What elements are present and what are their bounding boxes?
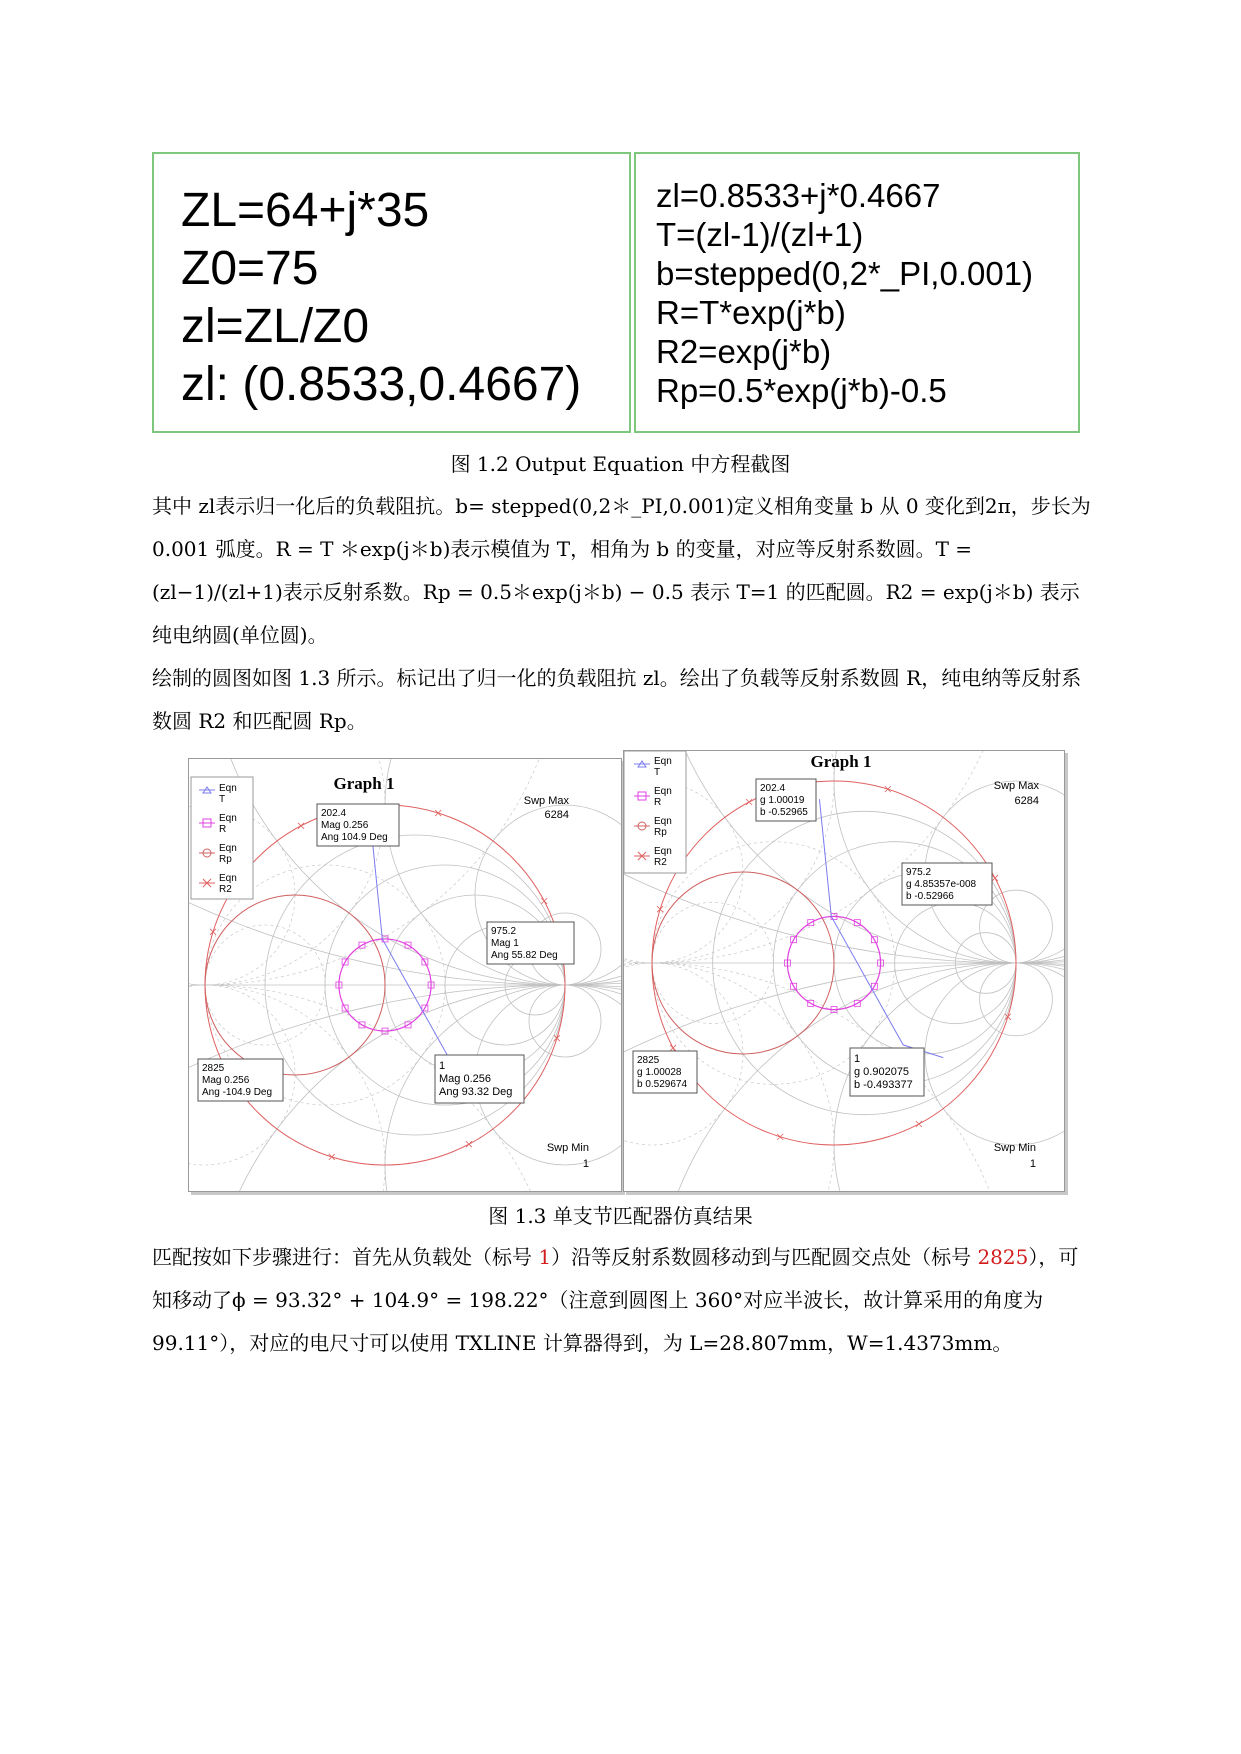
equation-box-left [152, 152, 631, 433]
marker-text: Ang -104.9 Deg [202, 1087, 273, 1098]
swp-max-value: 6284 [1014, 795, 1039, 807]
text-span: ），可知移动了ϕ = 93.32° + 104.9° = 198.22°（注意到圆图上 360°对应半波长，故计算采用的角度为 99.11°），对应的电尺寸可以使用 TXLINE 计算器得到，为 L=28.807mm，W=1.4373mm。 [152, 1245, 1079, 1355]
marker-text: Mag 1 [491, 938, 519, 949]
marker-text: b -0.493377 [854, 1079, 913, 1091]
figure-caption-1-2: 图 1.2 Output Equation 中方程截图 [450, 452, 791, 476]
legend [624, 751, 686, 873]
marker-box [487, 922, 574, 964]
marker-box [317, 804, 399, 846]
R2-marker [298, 823, 304, 829]
smith-chart-left-svg [189, 759, 621, 1191]
marker-text: 975.2 [906, 867, 932, 878]
paragraph-explanation: 其中 zl表示归一化后的负载阻抗。b= stepped(0,2＊_PI,0.001)定义相角变量 b 从 0 变化到2π，步长为 0.001 弧度。R = T ＊exp(j＊b)表示模值为 T，相角为 b 的变量，对应等反射系数圆。T = (zl−1)/(zl+1)表示反射系数。Rp = 0.5＊exp(j＊b) − 0.5 表示 T=1 的匹配圆。R2 = exp(j＊b) 表示纯电纳圆(单位圆)。 [152, 494, 1091, 647]
marker-reference-1: 1 [538, 1245, 552, 1269]
marker-text: Mag 0.256 [321, 820, 369, 831]
T-trace [371, 823, 493, 1079]
smith-grid [189, 759, 621, 1191]
legend-label: Eqn [219, 813, 237, 824]
graph-title: Graph 1 [810, 752, 872, 771]
R2-marker [916, 1121, 922, 1127]
legend-series: R [654, 797, 662, 808]
equation-line: Rp=0.5*exp(j*b)-0.5 [656, 372, 947, 409]
marker-text: Mag 0.256 [439, 1073, 491, 1085]
legend-series: T [654, 767, 661, 778]
equation-line: zl=ZL/Z0 [181, 300, 370, 353]
smith-grid [624, 751, 1064, 1191]
legend-series: Rp [654, 827, 667, 838]
marker-text: 1 [439, 1060, 446, 1072]
graph-title: Graph 1 [333, 774, 395, 793]
marker-text: g 1.00028 [637, 1067, 682, 1078]
smith-chart-left [188, 758, 622, 1192]
R2-marker [746, 799, 752, 805]
marker-text: Mag 0.256 [202, 1075, 250, 1086]
marker-reference-2825: 2825 [977, 1245, 1029, 1269]
marker-box [198, 1059, 283, 1101]
legend-label: Eqn [654, 756, 672, 767]
marker-text: Ang 93.32 Deg [439, 1086, 513, 1098]
x-arc [925, 963, 1064, 1145]
R2-marker [466, 1141, 472, 1147]
legend-label: Eqn [219, 783, 237, 794]
R2-marker [885, 786, 891, 792]
marker-text: Ang 104.9 Deg [321, 832, 388, 843]
swp-min-label: Swp Min [993, 1142, 1036, 1154]
marker-text: g 0.902075 [854, 1066, 910, 1078]
marker-text: b -0.52966 [906, 891, 954, 902]
marker-box [633, 1051, 697, 1093]
equation-line: b=stepped(0,2*_PI,0.001) [656, 255, 1034, 292]
legend-label: Eqn [219, 843, 237, 854]
marker-text: g 1.00019 [760, 795, 805, 806]
marker-text: Ang 55.82 Deg [491, 950, 558, 961]
swp-max-label: Swp Max [993, 780, 1039, 792]
swp-min-value: 1 [582, 1158, 589, 1170]
T-trace [819, 799, 943, 1057]
swp-max-value: 6284 [544, 809, 569, 821]
legend-series: Rp [219, 854, 232, 865]
R2-marker [992, 875, 998, 881]
paragraph-drawing: 绘制的圆图如图 1.3 所示。标记出了归一化的负载阻抗 zl。绘出了负载等反射系数圆 R，纯电纳等反射系数圆 R2 和匹配圆 Rp。 [152, 666, 1082, 733]
marker-text: g 4.85357e-008 [906, 879, 977, 890]
marker-box [902, 863, 992, 905]
equation-line: R=T*exp(j*b) [656, 294, 846, 331]
marker-text: 2825 [637, 1055, 660, 1066]
equation-line: Z0=75 [181, 242, 319, 295]
marker-text: 2825 [202, 1063, 225, 1074]
marker-text: b 0.529674 [637, 1079, 688, 1090]
marker-box [850, 1048, 924, 1096]
equation-line: T=(zl-1)/(zl+1) [656, 216, 864, 253]
marker-text: 202.4 [321, 808, 347, 819]
text-span: ）沿等反射系数圆移动到与匹配圆交点处（标号 [551, 1245, 978, 1269]
legend-series: R2 [219, 884, 232, 895]
marker-box [435, 1055, 524, 1103]
swp-min-value: 1 [1029, 1158, 1036, 1170]
equation-box-right [634, 152, 1080, 433]
legend-label: Eqn [654, 786, 672, 797]
equation-line: R2=exp(j*b) [656, 333, 832, 370]
legend-label: Eqn [219, 873, 237, 884]
R2-marker [657, 906, 663, 912]
equation-line: zl=0.8533+j*0.4667 [656, 177, 941, 214]
figure-caption-1-3: 图 1.3 单支节匹配器仿真结果 [488, 1204, 753, 1228]
R2-marker [541, 898, 547, 904]
paragraph-procedure [152, 1236, 1097, 1365]
equation-line: ZL=64+j*35 [181, 184, 430, 237]
legend-series: T [219, 794, 226, 805]
equation-line: zl: (0.8533,0.4667) [181, 358, 582, 411]
R2-marker [777, 1134, 783, 1140]
smith-chart-right-svg [624, 751, 1064, 1191]
R2-marker [329, 1154, 335, 1160]
marker-text: 975.2 [491, 926, 517, 937]
R2-marker [435, 810, 441, 816]
swp-max-label: Swp Max [523, 795, 569, 807]
legend [191, 777, 253, 899]
marker-box [756, 779, 816, 821]
swp-min-label: Swp Min [546, 1142, 589, 1154]
legend-label: Eqn [654, 846, 672, 857]
R2-marker [670, 1045, 676, 1051]
legend-series: R2 [654, 857, 667, 868]
marker-text: b -0.52965 [760, 807, 808, 818]
text-span: 匹配按如下步骤进行：首先从负载处（标号 [152, 1245, 539, 1269]
legend-label: Eqn [654, 816, 672, 827]
legend-series: R [219, 824, 227, 835]
smith-chart-right [623, 750, 1065, 1192]
R2-marker [210, 929, 216, 935]
marker-text: 202.4 [760, 783, 786, 794]
marker-text: 1 [854, 1053, 861, 1065]
